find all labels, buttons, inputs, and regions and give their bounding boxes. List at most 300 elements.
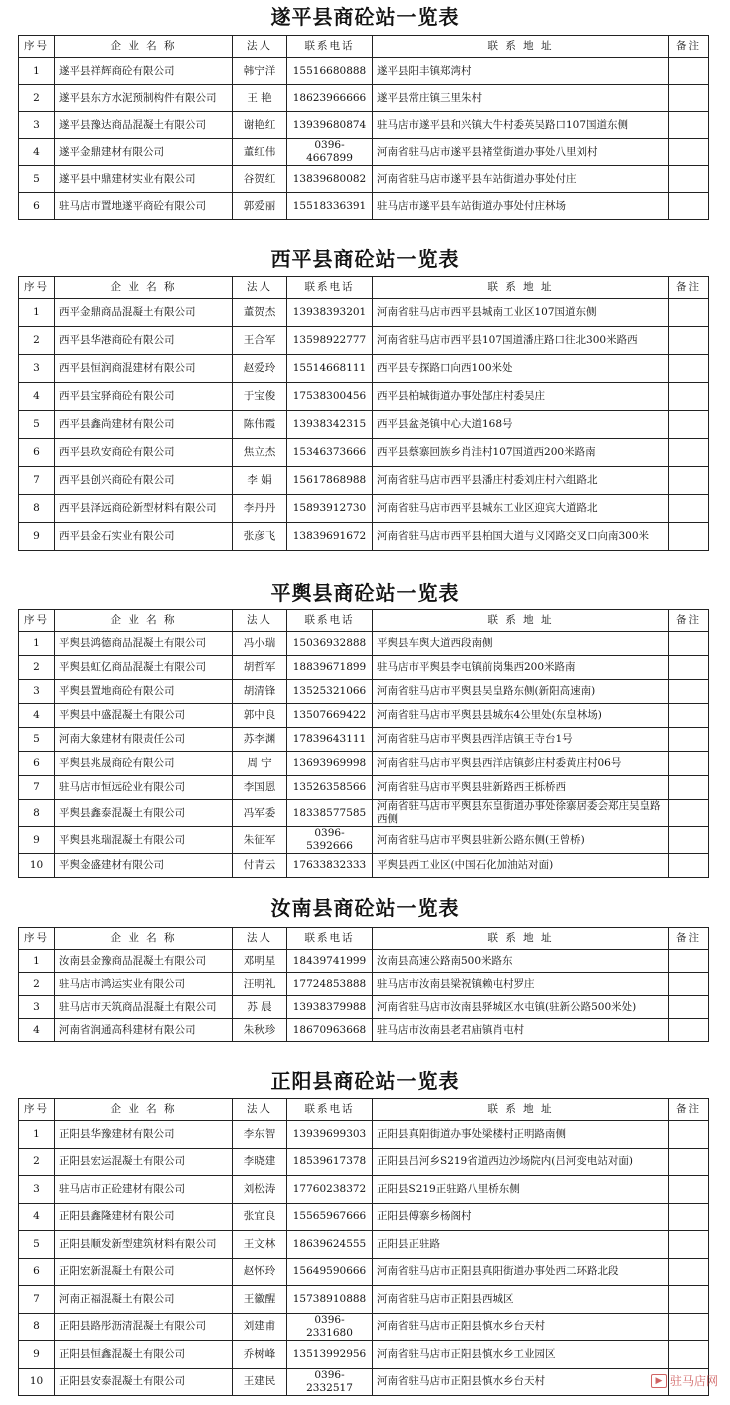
table-row <box>19 776 709 800</box>
phone-cell: 15036932888 <box>287 632 373 656</box>
remark-cell <box>669 973 709 996</box>
phone-cell: 17760238372 <box>287 1176 373 1204</box>
table-title: 遂平县商砼站一览表 <box>270 5 460 29</box>
phone-cell: 15649590666 <box>287 1258 373 1286</box>
legal-person-cell: 王徽醒 <box>233 1286 287 1314</box>
seq-cell: 2 <box>19 1148 55 1176</box>
phone-cell: 15565967666 <box>287 1203 373 1231</box>
phone-cell: 0396-2332517 <box>287 1368 373 1396</box>
remark-cell <box>669 632 709 656</box>
address-cell: 正阳县真阳街道办事处梁楼村正明路南侧 <box>373 1121 669 1149</box>
table-title: 正阳县商砼站一览表 <box>270 1069 460 1093</box>
seq-cell: 2 <box>19 973 55 996</box>
legal-person-cell: 冯小瑞 <box>233 632 287 656</box>
seq-cell: 1 <box>19 299 55 327</box>
legal-person-cell: 陈伟霞 <box>233 411 287 439</box>
address-cell: 驻马店市平舆县李屯镇前岗集西200米路南 <box>373 656 669 680</box>
table-row <box>19 85 709 112</box>
legal-person-cell: 王 艳 <box>233 85 287 112</box>
seq-cell: 4 <box>19 1019 55 1042</box>
table-row <box>19 950 709 973</box>
table-row <box>19 1176 709 1204</box>
seq-cell: 7 <box>19 776 55 800</box>
address-cell: 河南省驻马店市平舆县驻新路西王栎桥西 <box>373 776 669 800</box>
table-row <box>19 327 709 355</box>
address-cell: 河南省驻马店市正阳县慎水乡台天村 <box>373 1368 669 1396</box>
column-header: 联 系 地 址 <box>373 610 669 632</box>
address-cell: 河南省驻马店市汝南县驿城区水屯镇(驻新公路500米处) <box>373 996 669 1019</box>
address-cell: 河南省驻马店市平舆县县城东4公里处(东皇林场) <box>373 704 669 728</box>
table-row <box>19 800 709 827</box>
table-row <box>19 193 709 220</box>
column-header: 联 系 地 址 <box>373 928 669 950</box>
table-row <box>19 467 709 495</box>
column-header: 序号 <box>19 277 55 299</box>
phone-cell: 15514668111 <box>287 355 373 383</box>
remark-cell <box>669 193 709 220</box>
table-row <box>19 1258 709 1286</box>
legal-person-cell: 苏 晨 <box>233 996 287 1019</box>
seq-cell: 3 <box>19 112 55 139</box>
company-cell: 西平县玖安商砼有限公司 <box>55 439 233 467</box>
column-header: 备注 <box>669 36 709 58</box>
address-cell: 遂平县常庄镇三里朱村 <box>373 85 669 112</box>
company-cell: 遂平金鼎建材有限公司 <box>55 139 233 166</box>
legal-person-cell: 王文林 <box>233 1231 287 1259</box>
table-row <box>19 439 709 467</box>
header-row <box>19 610 709 632</box>
legal-person-cell: 谷贺红 <box>233 166 287 193</box>
phone-cell: 18338577585 <box>287 800 373 827</box>
seq-cell: 9 <box>19 523 55 551</box>
phone-cell: 17724853888 <box>287 973 373 996</box>
company-cell: 正阳县顺发新型建筑材料有限公司 <box>55 1231 233 1259</box>
seq-cell: 3 <box>19 680 55 704</box>
legal-person-cell: 周 宁 <box>233 752 287 776</box>
column-header: 联 系 地 址 <box>373 277 669 299</box>
remark-cell <box>669 495 709 523</box>
remark-cell <box>669 523 709 551</box>
seq-cell: 2 <box>19 327 55 355</box>
remark-cell <box>669 656 709 680</box>
phone-cell: 0396-5392666 <box>287 827 373 854</box>
seq-cell: 9 <box>19 827 55 854</box>
seq-cell: 6 <box>19 1258 55 1286</box>
phone-cell: 17633832333 <box>287 854 373 878</box>
phone-cell: 18670963668 <box>287 1019 373 1042</box>
remark-cell <box>669 1341 709 1369</box>
address-cell: 平舆县车舆大道西段南侧 <box>373 632 669 656</box>
remark-cell <box>669 467 709 495</box>
remark-cell <box>669 166 709 193</box>
header-row <box>19 928 709 950</box>
seq-cell: 1 <box>19 58 55 85</box>
table-row <box>19 1286 709 1314</box>
remark-cell <box>669 1313 709 1341</box>
legal-person-cell: 朱秋珍 <box>233 1019 287 1042</box>
table-row <box>19 1341 709 1369</box>
phone-cell: 13939680874 <box>287 112 373 139</box>
phone-cell: 18639624555 <box>287 1231 373 1259</box>
seq-cell: 3 <box>19 355 55 383</box>
table-row <box>19 139 709 166</box>
company-cell: 河南省润通高科建材有限公司 <box>55 1019 233 1042</box>
header-row <box>19 36 709 58</box>
phone-cell: 13938393201 <box>287 299 373 327</box>
table-row <box>19 1313 709 1341</box>
table-row <box>19 299 709 327</box>
address-cell: 河南省驻马店市遂平县褚堂街道办事处八里刘村 <box>373 139 669 166</box>
legal-person-cell: 胡清锋 <box>233 680 287 704</box>
phone-cell: 15518336391 <box>287 193 373 220</box>
company-cell: 西平县恒润商混建材有限公司 <box>55 355 233 383</box>
company-cell: 驻马店市天筑商品混凝土有限公司 <box>55 996 233 1019</box>
legal-person-cell: 朱征军 <box>233 827 287 854</box>
table-row <box>19 495 709 523</box>
phone-cell: 13938379988 <box>287 996 373 1019</box>
company-cell: 西平县宝驿商砼有限公司 <box>55 383 233 411</box>
column-header: 法人 <box>233 36 287 58</box>
column-header: 序号 <box>19 610 55 632</box>
legal-person-cell: 苏李渊 <box>233 728 287 752</box>
company-cell: 西平县鑫尚建材有限公司 <box>55 411 233 439</box>
address-cell: 河南省驻马店市正阳县真阳街道办事处西二环路北段 <box>373 1258 669 1286</box>
legal-person-cell: 于宝俊 <box>233 383 287 411</box>
seq-cell: 1 <box>19 950 55 973</box>
legal-person-cell: 谢艳红 <box>233 112 287 139</box>
remark-cell <box>669 112 709 139</box>
company-cell: 西平县泽远商砼新型材料有限公司 <box>55 495 233 523</box>
remark-cell <box>669 1176 709 1204</box>
column-header: 法人 <box>233 928 287 950</box>
header-row <box>19 277 709 299</box>
legal-person-cell: 李 娟 <box>233 467 287 495</box>
address-cell: 西平县柏城街道办事处郜庄村委吴庄 <box>373 383 669 411</box>
address-cell: 河南省驻马店市正阳县慎水乡工业园区 <box>373 1341 669 1369</box>
address-cell: 正阳县正驻路 <box>373 1231 669 1259</box>
column-header: 联系电话 <box>287 36 373 58</box>
phone-cell: 13525321066 <box>287 680 373 704</box>
data-table <box>18 276 709 551</box>
seq-cell: 4 <box>19 139 55 166</box>
company-cell: 平舆金盛建材有限公司 <box>55 854 233 878</box>
table-title: 平舆县商砼站一览表 <box>270 581 460 605</box>
company-cell: 河南正福混凝土有限公司 <box>55 1286 233 1314</box>
phone-cell: 15516680888 <box>287 58 373 85</box>
column-header: 联 系 地 址 <box>373 1099 669 1121</box>
table-row <box>19 1203 709 1231</box>
table-row <box>19 680 709 704</box>
column-header: 法人 <box>233 610 287 632</box>
address-cell: 驻马店市遂平县和兴镇大牛村委英吴路口107国道东侧 <box>373 112 669 139</box>
phone-cell: 13938342315 <box>287 411 373 439</box>
table-row <box>19 58 709 85</box>
company-cell: 西平县创兴商砼有限公司 <box>55 467 233 495</box>
table-row <box>19 752 709 776</box>
remark-cell <box>669 355 709 383</box>
company-cell: 正阳县宏运混凝土有限公司 <box>55 1148 233 1176</box>
seq-cell: 10 <box>19 1368 55 1396</box>
seq-cell: 4 <box>19 1203 55 1231</box>
seq-cell: 10 <box>19 854 55 878</box>
address-cell: 正阳县吕河乡S219省道西边沙场院内(吕河变电站对面) <box>373 1148 669 1176</box>
seq-cell: 3 <box>19 1176 55 1204</box>
data-table <box>18 609 709 878</box>
address-cell: 驻马店市汝南县梁祝镇赖屯村罗庄 <box>373 973 669 996</box>
remark-cell <box>669 1019 709 1042</box>
table-row <box>19 355 709 383</box>
company-cell: 遂平县祥辉商砼有限公司 <box>55 58 233 85</box>
legal-person-cell: 汪明礼 <box>233 973 287 996</box>
column-header: 企 业 名 称 <box>55 1099 233 1121</box>
seq-cell: 6 <box>19 752 55 776</box>
legal-person-cell: 付青云 <box>233 854 287 878</box>
phone-cell: 0396-2331680 <box>287 1313 373 1341</box>
zmd-logo-icon: ▶ <box>651 1374 667 1388</box>
table-row <box>19 411 709 439</box>
table-row <box>19 1019 709 1042</box>
address-cell: 西平县盆尧镇中心大道168号 <box>373 411 669 439</box>
remark-cell <box>669 827 709 854</box>
legal-person-cell: 郭爱丽 <box>233 193 287 220</box>
remark-cell <box>669 58 709 85</box>
seq-cell: 8 <box>19 495 55 523</box>
address-cell: 河南省驻马店市平舆县西洋店镇彭庄村委黄庄村06号 <box>373 752 669 776</box>
remark-cell <box>669 439 709 467</box>
address-cell: 河南省驻马店市平舆县吴皇路东侧(新阳高速南) <box>373 680 669 704</box>
data-table <box>18 35 709 220</box>
column-header: 企 业 名 称 <box>55 928 233 950</box>
seq-cell: 9 <box>19 1341 55 1369</box>
phone-cell: 13693969998 <box>287 752 373 776</box>
remark-cell <box>669 411 709 439</box>
company-cell: 平舆县鸿德商品混凝土有限公司 <box>55 632 233 656</box>
column-header: 序号 <box>19 36 55 58</box>
remark-cell <box>669 1121 709 1149</box>
company-cell: 正阳县恒鑫混凝土有限公司 <box>55 1341 233 1369</box>
address-cell: 西平县蔡寨回族乡肖洼村107国道西200米路南 <box>373 439 669 467</box>
legal-person-cell: 董红伟 <box>233 139 287 166</box>
phone-cell: 0396-4667899 <box>287 139 373 166</box>
phone-cell: 18839671899 <box>287 656 373 680</box>
table-row <box>19 656 709 680</box>
phone-cell: 13513992956 <box>287 1341 373 1369</box>
seq-cell: 6 <box>19 193 55 220</box>
address-cell: 河南省驻马店市平舆县西洋店镇王寺台1号 <box>373 728 669 752</box>
legal-person-cell: 乔树峰 <box>233 1341 287 1369</box>
seq-cell: 8 <box>19 800 55 827</box>
column-header: 备注 <box>669 1099 709 1121</box>
company-cell: 驻马店市鸿运实业有限公司 <box>55 973 233 996</box>
legal-person-cell: 张彦飞 <box>233 523 287 551</box>
address-cell: 河南省驻马店市平舆县东皇街道办事处徐寨居委会郑庄吴皇路西侧 <box>373 800 669 827</box>
legal-person-cell: 李国恩 <box>233 776 287 800</box>
table-row <box>19 112 709 139</box>
data-table <box>18 1098 709 1396</box>
phone-cell: 18439741999 <box>287 950 373 973</box>
table-title: 汝南县商砼站一览表 <box>270 896 460 920</box>
header-row <box>19 1099 709 1121</box>
address-cell: 驻马店市遂平县车站街道办事处付庄林场 <box>373 193 669 220</box>
watermark <box>651 1372 718 1389</box>
remark-cell <box>669 1258 709 1286</box>
phone-cell: 17839643111 <box>287 728 373 752</box>
table-row <box>19 166 709 193</box>
table-row <box>19 827 709 854</box>
company-cell: 正阳县华豫建材有限公司 <box>55 1121 233 1149</box>
table-title: 西平县商砼站一览表 <box>270 247 460 271</box>
remark-cell <box>669 1148 709 1176</box>
seq-cell: 1 <box>19 1121 55 1149</box>
remark-cell <box>669 680 709 704</box>
seq-cell: 5 <box>19 728 55 752</box>
address-cell: 河南省驻马店市正阳县西城区 <box>373 1286 669 1314</box>
legal-person-cell: 郭中良 <box>233 704 287 728</box>
legal-person-cell: 胡哲军 <box>233 656 287 680</box>
table-row <box>19 973 709 996</box>
address-cell: 遂平县阳丰镇郑湾村 <box>373 58 669 85</box>
column-header: 企 业 名 称 <box>55 277 233 299</box>
address-cell: 河南省驻马店市西平县城南工业区107国道东侧 <box>373 299 669 327</box>
phone-cell: 18539617378 <box>287 1148 373 1176</box>
legal-person-cell: 焦立杰 <box>233 439 287 467</box>
table-row <box>19 1368 709 1396</box>
address-cell: 河南省驻马店市遂平县车站街道办事处付庄 <box>373 166 669 193</box>
table-row <box>19 854 709 878</box>
remark-cell <box>669 950 709 973</box>
table-row <box>19 728 709 752</box>
address-cell: 西平县专探路口向西100米处 <box>373 355 669 383</box>
legal-person-cell: 刘松涛 <box>233 1176 287 1204</box>
company-cell: 平舆县鑫泰混凝土有限公司 <box>55 800 233 827</box>
remark-cell <box>669 996 709 1019</box>
phone-cell: 13839680082 <box>287 166 373 193</box>
address-cell: 平舆县西工业区(中国石化加油站对面) <box>373 854 669 878</box>
company-cell: 河南大象建材有限责任公司 <box>55 728 233 752</box>
remark-cell <box>669 800 709 827</box>
watermark-text: 驻马店网 <box>669 1374 718 1388</box>
company-cell: 遂平县中鼎建材实业有限公司 <box>55 166 233 193</box>
remark-cell <box>669 752 709 776</box>
company-cell: 正阳县鑫隆建材有限公司 <box>55 1203 233 1231</box>
column-header: 联系电话 <box>287 1099 373 1121</box>
seq-cell: 4 <box>19 383 55 411</box>
company-cell: 平舆县兆晟商砼有限公司 <box>55 752 233 776</box>
legal-person-cell: 赵怀玲 <box>233 1258 287 1286</box>
column-header: 企 业 名 称 <box>55 36 233 58</box>
address-cell: 河南省驻马店市西平县潘庄村委刘庄村六组路北 <box>373 467 669 495</box>
address-cell: 驻马店市汝南县老君庙镇肖屯村 <box>373 1019 669 1042</box>
column-header: 联系电话 <box>287 277 373 299</box>
remark-cell <box>669 776 709 800</box>
table-row <box>19 383 709 411</box>
company-cell: 平舆县中盛混凝土有限公司 <box>55 704 233 728</box>
table-row <box>19 996 709 1019</box>
seq-cell: 5 <box>19 1231 55 1259</box>
table-row <box>19 1231 709 1259</box>
seq-cell: 7 <box>19 1286 55 1314</box>
seq-cell: 4 <box>19 704 55 728</box>
phone-cell: 15617868988 <box>287 467 373 495</box>
column-header: 备注 <box>669 277 709 299</box>
remark-cell <box>669 1286 709 1314</box>
company-cell: 驻马店市恒远砼业有限公司 <box>55 776 233 800</box>
column-header: 备注 <box>669 928 709 950</box>
phone-cell: 18623966666 <box>287 85 373 112</box>
column-header: 法人 <box>233 1099 287 1121</box>
company-cell: 遂平县豫达商品混凝土有限公司 <box>55 112 233 139</box>
address-cell: 正阳县傅寨乡杨阁村 <box>373 1203 669 1231</box>
remark-cell <box>669 1231 709 1259</box>
company-cell: 平舆县置地商砼有限公司 <box>55 680 233 704</box>
phone-cell: 13526358566 <box>287 776 373 800</box>
address-cell: 汝南县高速公路南500米路东 <box>373 950 669 973</box>
phone-cell: 13939699303 <box>287 1121 373 1149</box>
column-header: 法人 <box>233 277 287 299</box>
company-cell: 平舆县兆瑞混凝土有限公司 <box>55 827 233 854</box>
seq-cell: 2 <box>19 656 55 680</box>
remark-cell <box>669 139 709 166</box>
phone-cell: 13598922777 <box>287 327 373 355</box>
address-cell: 正阳县S219正驻路八里桥东侧 <box>373 1176 669 1204</box>
remark-cell <box>669 383 709 411</box>
legal-person-cell: 赵爱玲 <box>233 355 287 383</box>
legal-person-cell: 王合军 <box>233 327 287 355</box>
data-table <box>18 927 709 1042</box>
remark-cell <box>669 85 709 112</box>
legal-person-cell: 刘建甫 <box>233 1313 287 1341</box>
address-cell: 河南省驻马店市西平县107国道潘庄路口往北300米路西 <box>373 327 669 355</box>
column-header: 联系电话 <box>287 610 373 632</box>
company-cell: 平舆县虹亿商品混凝土有限公司 <box>55 656 233 680</box>
phone-cell: 17538300456 <box>287 383 373 411</box>
company-cell: 驻马店市正砼建材有限公司 <box>55 1176 233 1204</box>
legal-person-cell: 王建民 <box>233 1368 287 1396</box>
company-cell: 西平县华港商砼有限公司 <box>55 327 233 355</box>
column-header: 备注 <box>669 610 709 632</box>
phone-cell: 13507669422 <box>287 704 373 728</box>
phone-cell: 15893912730 <box>287 495 373 523</box>
seq-cell: 6 <box>19 439 55 467</box>
remark-cell <box>669 1203 709 1231</box>
company-cell: 驻马店市置地遂平商砼有限公司 <box>55 193 233 220</box>
seq-cell: 5 <box>19 166 55 193</box>
remark-cell <box>669 728 709 752</box>
company-cell: 正阳县安泰混凝土有限公司 <box>55 1368 233 1396</box>
company-cell: 汝南县金豫商品混凝土有限公司 <box>55 950 233 973</box>
seq-cell: 2 <box>19 85 55 112</box>
address-cell: 河南省驻马店市正阳县慎水乡台天村 <box>373 1313 669 1341</box>
address-cell: 河南省驻马店市西平县城东工业区迎宾大道路北 <box>373 495 669 523</box>
column-header: 序号 <box>19 1099 55 1121</box>
seq-cell: 3 <box>19 996 55 1019</box>
legal-person-cell: 李晓建 <box>233 1148 287 1176</box>
table-row <box>19 632 709 656</box>
company-cell: 西平金鼎商品混凝土有限公司 <box>55 299 233 327</box>
column-header: 联 系 地 址 <box>373 36 669 58</box>
phone-cell: 15738910888 <box>287 1286 373 1314</box>
table-row <box>19 1121 709 1149</box>
seq-cell: 7 <box>19 467 55 495</box>
legal-person-cell: 韩宁洋 <box>233 58 287 85</box>
legal-person-cell: 董贺杰 <box>233 299 287 327</box>
phone-cell: 15346373666 <box>287 439 373 467</box>
seq-cell: 8 <box>19 1313 55 1341</box>
legal-person-cell: 张宜良 <box>233 1203 287 1231</box>
column-header: 序号 <box>19 928 55 950</box>
legal-person-cell: 李丹丹 <box>233 495 287 523</box>
company-cell: 遂平县东方水泥预制构件有限公司 <box>55 85 233 112</box>
